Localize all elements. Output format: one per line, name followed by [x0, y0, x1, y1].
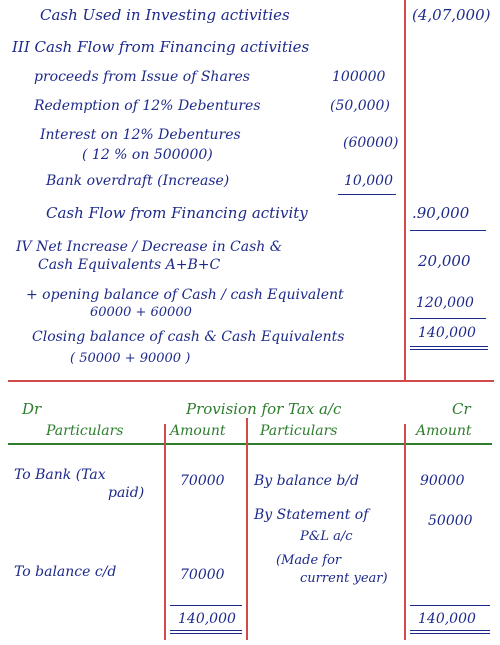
right-row1-amount: 90000 [420, 473, 465, 489]
overdraft-amount: 10,000 [344, 173, 393, 189]
ledger-title: Provision for Tax a/c [186, 400, 342, 418]
shares-amount: 100000 [332, 69, 386, 85]
left-total-double-underline [170, 633, 242, 634]
financing-total-underline [410, 230, 486, 231]
shares-label: proceeds from Issue of Shares [34, 69, 250, 85]
investing-label: Cash Used in Investing activities [40, 6, 290, 24]
left-row1-particulars: To Bank (Tax [14, 467, 106, 483]
right-row2-amount: 50000 [428, 513, 473, 529]
right-total-topline [410, 605, 490, 606]
left-row1-amount: 70000 [180, 473, 225, 489]
right-total: 140,000 [418, 611, 476, 627]
redemption-amount: (50,000) [330, 98, 390, 114]
left-total: 140,000 [178, 611, 236, 627]
col-rule-2 [246, 418, 248, 640]
closing-underline [410, 346, 488, 347]
financing-total-amount: .90,000 [412, 204, 470, 222]
overdraft-underline [338, 194, 396, 195]
closing-amount: 140,000 [418, 325, 476, 341]
net-label-1: IV Net Increase / Decrease in Cash & [16, 239, 283, 255]
margin-rule [404, 0, 406, 380]
right-row1-particulars: By balance b/d [254, 473, 360, 489]
right-row2-note: (Made for [276, 553, 342, 568]
col-rule-3 [404, 424, 406, 640]
col-header-amount-left: Amount [170, 423, 226, 439]
col-header-particulars-right: Particulars [260, 423, 338, 439]
financing-total-label: Cash Flow from Financing activity [46, 204, 308, 222]
right-row2-particulars-cont: P&L a/c [300, 529, 353, 544]
right-total-double-underline [410, 633, 490, 634]
closing-sub: ( 50000 + 90000 ) [70, 351, 191, 366]
interest-amount: (60000) [343, 135, 399, 151]
right-row2-particulars: By Statement of [254, 507, 369, 523]
closing-double-underline [410, 349, 488, 350]
right-row2-note-cont: current year) [300, 571, 388, 586]
right-total-underline [410, 630, 490, 631]
financing-heading: III Cash Flow from Financing activities [12, 38, 310, 56]
opening-sub: 60000 + 60000 [90, 305, 192, 320]
opening-underline [410, 318, 486, 319]
redemption-label: Redemption of 12% Debentures [34, 98, 261, 114]
opening-label: + opening balance of Cash / cash Equivalent [26, 287, 344, 303]
interest-sub: ( 12 % on 500000) [82, 147, 213, 163]
left-total-underline [170, 630, 242, 631]
interest-label: Interest on 12% Debentures [40, 127, 241, 143]
investing-amount: (4,07,000) [412, 6, 491, 24]
closing-label: Closing balance of cash & Cash Equivalents [32, 329, 345, 345]
cr-label: Cr [452, 400, 471, 418]
dr-label: Dr [22, 400, 42, 418]
section-divider [8, 380, 494, 382]
left-row2-amount: 70000 [180, 567, 225, 583]
col-header-particulars-left: Particulars [46, 423, 124, 439]
net-amount: 20,000 [418, 252, 471, 270]
left-row2-particulars: To balance c/d [14, 564, 117, 580]
left-total-topline [170, 605, 242, 606]
opening-amount: 120,000 [416, 295, 474, 311]
left-row1-particulars-cont: paid) [108, 485, 145, 501]
col-header-amount-right: Amount [416, 423, 472, 439]
header-underline [8, 443, 492, 445]
col-rule-1 [164, 424, 166, 640]
overdraft-label: Bank overdraft (Increase) [46, 173, 230, 189]
net-label-2: Cash Equivalents A+B+C [38, 257, 221, 273]
